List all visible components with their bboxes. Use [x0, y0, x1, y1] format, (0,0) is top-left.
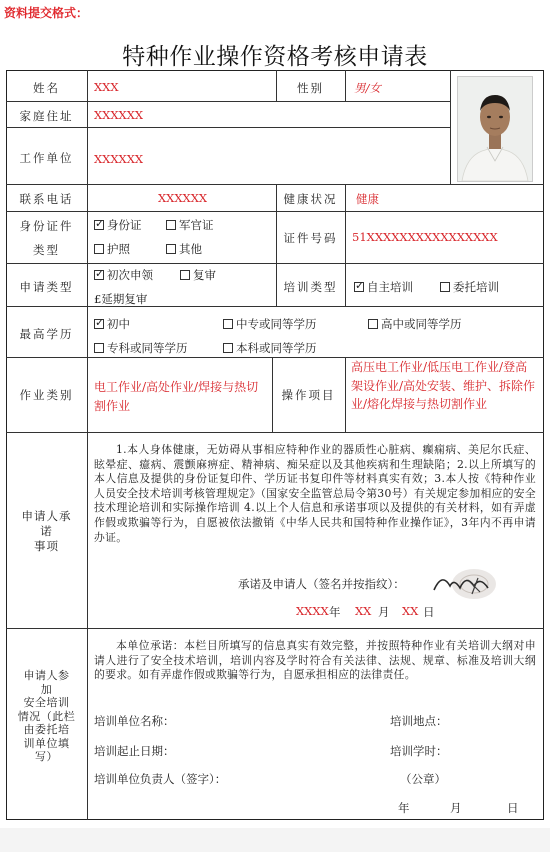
- apply-option-first[interactable]: ✓初次申领: [94, 267, 153, 283]
- fingerprint-signature-icon: [428, 566, 506, 602]
- page-title: 特种作业操作资格考核申请表: [122, 44, 428, 70]
- work-unit-field[interactable]: XXXXXX: [94, 152, 144, 166]
- promise-year-unit: 年: [329, 605, 341, 619]
- apply-option-review[interactable]: 复审: [180, 267, 216, 283]
- id-option-other[interactable]: 其他: [166, 241, 202, 257]
- gender-label: 性别: [297, 81, 324, 95]
- id-option-passport[interactable]: 护照: [94, 241, 130, 257]
- checkbox-icon: [368, 319, 378, 329]
- col-line: [345, 184, 346, 306]
- id-number-label: 证件号码: [283, 231, 338, 245]
- checkbox-icon: [166, 220, 176, 230]
- promise-month-field[interactable]: XX: [355, 604, 372, 618]
- phone-field[interactable]: XXXXXX: [158, 191, 208, 205]
- checkbox-checked-icon: [94, 270, 104, 280]
- training-year-unit: 年: [398, 801, 410, 815]
- training-location-label: 培训地点：: [390, 714, 448, 728]
- promise-year-field[interactable]: XXXX: [296, 604, 329, 618]
- apply-type-label: 申请类型: [19, 280, 74, 294]
- applicant-photo: [457, 76, 533, 182]
- gender-field[interactable]: 男/女: [354, 81, 381, 95]
- col-line: [87, 70, 88, 820]
- col-line: [345, 70, 346, 101]
- checkbox-checked-icon: [94, 220, 104, 230]
- promise-month-unit: 月: [378, 605, 390, 619]
- health-field[interactable]: 健康: [356, 192, 379, 206]
- health-label: 健康状况: [283, 192, 338, 206]
- id-type-label-line1: 身份证件: [19, 219, 74, 233]
- name-label: 姓名: [33, 81, 60, 95]
- training-person-label: 培训单位负责人（签字）：: [94, 772, 227, 786]
- id-number-field[interactable]: 51XXXXXXXXXXXXXXXX: [352, 230, 498, 244]
- checkbox-icon: [94, 244, 104, 254]
- training-unit-name-label: 培训单位名称：: [94, 714, 175, 728]
- col-line: [345, 357, 346, 432]
- train-type-label: 培训类型: [283, 280, 338, 294]
- edu-option-vocational[interactable]: 中专或同等学历: [223, 316, 317, 332]
- edu-option-college[interactable]: 专科或同等学历: [94, 340, 188, 356]
- checkbox-icon: [223, 319, 233, 329]
- page-bottom-bar: [0, 828, 550, 852]
- address-field[interactable]: XXXXXX: [94, 108, 144, 122]
- promise-sign-label: 承诺及申请人（签名并按指纹）：: [238, 577, 405, 591]
- training-hours-label: 培训学时：: [390, 744, 448, 758]
- checkbox-icon: [180, 270, 190, 280]
- row-line: [6, 127, 450, 128]
- promise-label: 申请人承 诺 事项: [21, 509, 72, 553]
- id-option-id-card[interactable]: ✓身份证: [94, 217, 142, 233]
- edu-option-bachelor[interactable]: 本科或同等学历: [223, 340, 317, 356]
- checkbox-checked-icon: [94, 319, 104, 329]
- name-field[interactable]: XXX: [94, 80, 119, 94]
- checkbox-icon: [223, 343, 233, 353]
- training-day-unit: 日: [507, 801, 519, 815]
- checkbox-icon: [94, 343, 104, 353]
- edu-option-highschool[interactable]: 高中或同等学历: [368, 316, 462, 332]
- train-option-self[interactable]: ✓ 自主培训: [354, 279, 413, 295]
- checkbox-icon: [440, 282, 450, 292]
- training-seal-label: （公章）: [400, 772, 446, 786]
- edu-option-junior[interactable]: ✓初中: [94, 316, 130, 332]
- apply-option-extended[interactable]: £延期复审: [94, 292, 148, 306]
- row-line: [6, 101, 450, 102]
- checkbox-icon: [166, 244, 176, 254]
- checkbox-checked-icon: [354, 282, 364, 292]
- category-label: 作业类别: [19, 388, 74, 402]
- promise-day-field[interactable]: XX: [402, 604, 419, 618]
- work-unit-label: 工作单位: [19, 151, 74, 165]
- phone-label: 联系电话: [19, 192, 74, 206]
- id-option-officer-card[interactable]: 军官证: [166, 217, 214, 233]
- format-note: 资料提交格式：: [4, 6, 89, 20]
- training-label: 申请人参 加 安全培训 情况（此栏 由委托培 训单位填 写）: [17, 669, 76, 763]
- item-field[interactable]: 高压电工作业/低压电工作业/登高架设作业/高处安装、维护、拆除作业/熔化焊接与热切割作业: [351, 360, 536, 411]
- category-field[interactable]: 电工作业/高处作业/焊接与热切割作业: [94, 380, 259, 413]
- training-dates-label: 培训起止日期：: [94, 744, 175, 758]
- training-month-unit: 月: [450, 801, 462, 815]
- item-label: 操作项目: [281, 388, 336, 402]
- address-label: 家庭住址: [19, 109, 74, 123]
- promise-day-unit: 日: [423, 605, 435, 619]
- promise-text: 1.本人身体健康，无妨碍从事相应特种作业的器质性心脏病、癫痫病、美尼尔氏症、眩晕症、癔病、震颤麻痹症、精神病、痴呆症以及其他疾病和生理缺陷；2.以上所填写的本人信息及提供的身份证复印件、学历证书复印件等材料真实有效；3.本人按《特种作业人员安全技术培训考核管理规定》（国家安全监管总局令第30号）有关规定参加相应的安全技术理论培训和实际操作培训 4.以上个人信息和承诺事项以及提供的有关材料，如有弄虚作假或欺骗等行为，自愿被依法撤销《中华人民共和国特种作业操作证》，3年内不再申请办证。: [94, 443, 536, 544]
- education-label: 最高学历: [19, 327, 74, 341]
- col-line: [450, 70, 451, 184]
- training-commitment-text: 本单位承诺：本栏目所填写的信息真实有效完整，并按照特种作业有关培训大纲对申请人进行了安全技术培训，培训内容及学时符合有关法律、法规、规章、标准及培训大纲的要求。如有弄虚作假或欺骗等行为，自愿承担相应的法律责任。: [94, 639, 536, 682]
- train-option-entrusted[interactable]: 委托培训: [440, 279, 499, 295]
- id-type-label-line2: 类型: [33, 243, 60, 257]
